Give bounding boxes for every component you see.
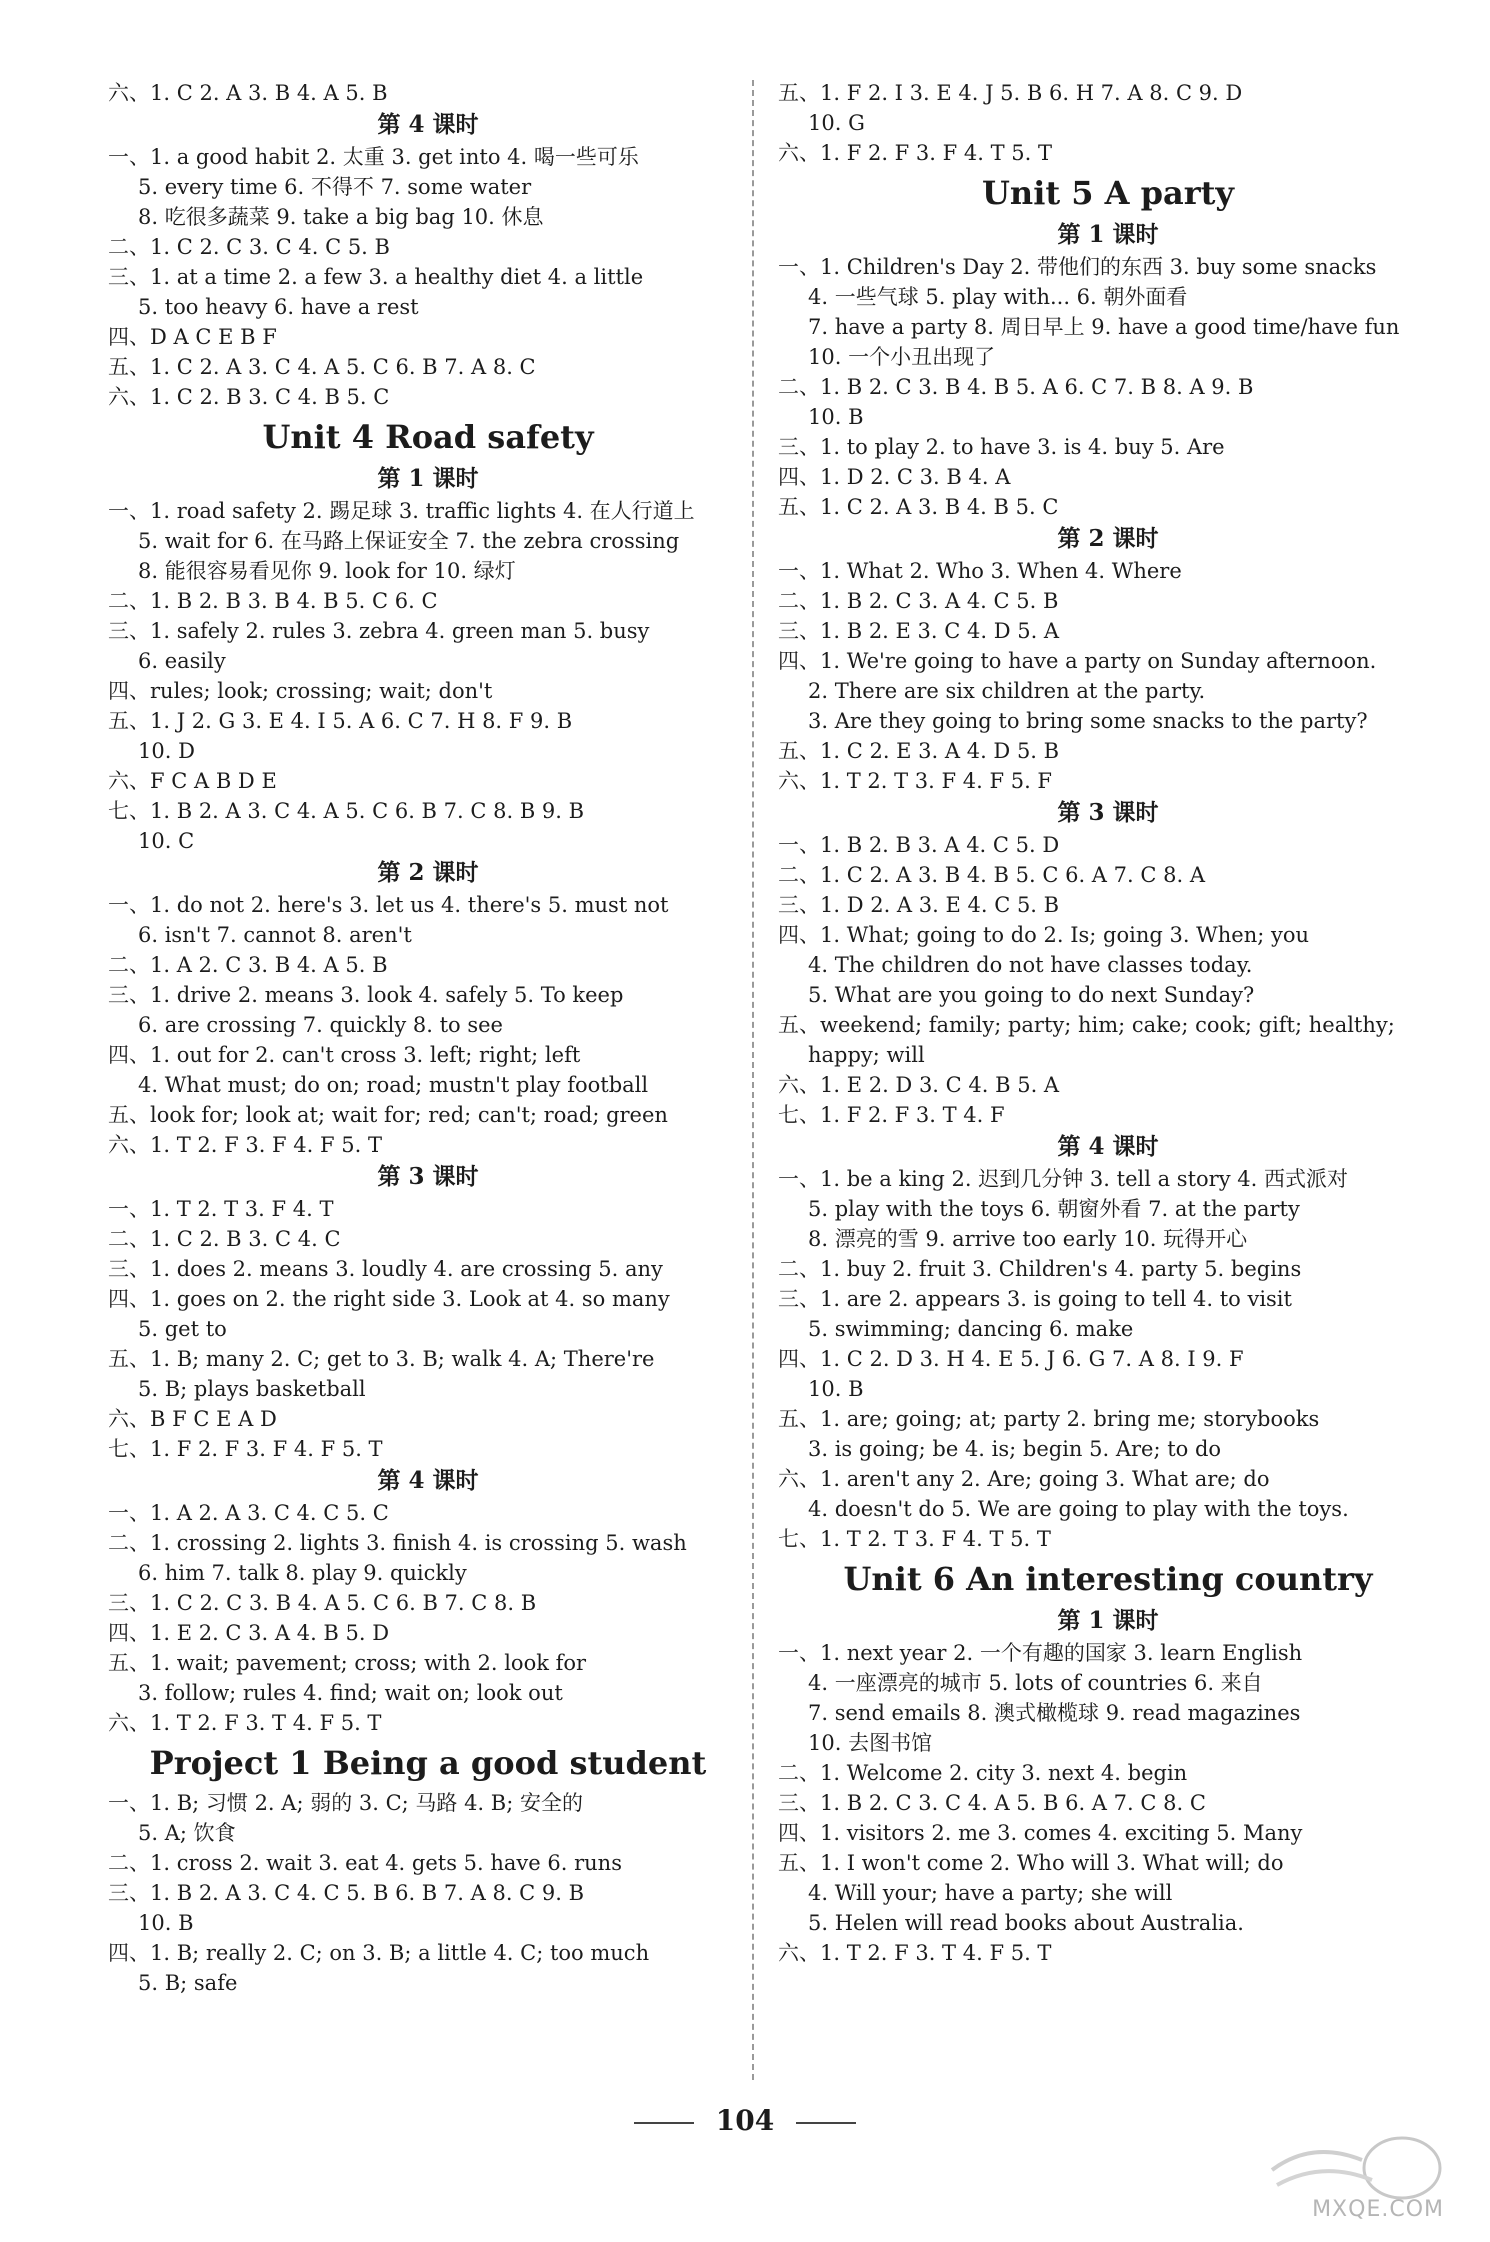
answer-line: 二、1. C 2. A 3. B 4. B 5. C 6. A 7. C 8. A — [778, 863, 1205, 887]
answer-line: 四、1. We're going to have a party on Sunday afternoon. — [778, 649, 1377, 673]
answer-line: 7. have a party 8. 周日早上 9. have a good time/have fun — [808, 315, 1400, 339]
answer-line: 一、1. B; 习惯 2. A; 弱的 3. C; 马路 4. B; 安全的 — [108, 1791, 583, 1815]
answer-line: 二、1. crossing 2. lights 3. finish 4. is crossing 5. wash — [108, 1531, 687, 1555]
answer-line: 二、1. Welcome 2. city 3. next 4. begin — [778, 1761, 1188, 1785]
answer-line: 4. 一些气球 5. play with... 6. 朝外面看 — [808, 285, 1188, 309]
answer-line: 5. B; plays basketball — [138, 1377, 366, 1401]
answer-line: 六、1. C 2. A 3. B 4. A 5. B — [108, 81, 388, 105]
answer-line: 一、1. be a king 2. 迟到几分钟 3. tell a story 4. 西式派对 — [778, 1167, 1348, 1191]
answer-line: 二、1. B 2. B 3. B 4. B 5. C 6. C — [108, 589, 438, 613]
answer-line: 五、1. C 2. A 3. B 4. B 5. C — [778, 495, 1059, 519]
answer-line: 二、1. cross 2. wait 3. eat 4. gets 5. have 6. runs — [108, 1851, 622, 1875]
answer-line: 5. Helen will read books about Australia. — [808, 1911, 1244, 1935]
lesson-heading: 第 3 课时 — [377, 1163, 479, 1190]
answer-line: 四、1. visitors 2. me 3. comes 4. exciting 5. Many — [778, 1821, 1303, 1845]
answer-line: 5. get to — [138, 1317, 227, 1341]
answer-line: 10. 去图书馆 — [808, 1731, 933, 1755]
unit-title: Unit 5 A party — [982, 174, 1234, 212]
answer-line: 一、1. B 2. B 3. A 4. C 5. D — [778, 833, 1060, 857]
answer-line: 四、1. out for 2. can't cross 3. left; right; left — [108, 1043, 581, 1067]
answer-line: 8. 能很容易看见你 9. look for 10. 绿灯 — [138, 559, 516, 583]
answer-line: 六、1. E 2. D 3. C 4. B 5. A — [778, 1073, 1060, 1097]
answer-line: 一、1. next year 2. 一个有趣的国家 3. learn English — [778, 1641, 1303, 1665]
answer-line: 五、1. C 2. A 3. C 4. A 5. C 6. B 7. A 8. C — [108, 355, 536, 379]
answer-line: 5. every time 6. 不得不 7. some water — [138, 175, 532, 199]
answer-line: 三、1. safely 2. rules 3. zebra 4. green man 5. busy — [108, 619, 650, 643]
answer-line: 8. 吃很多蔬菜 9. take a big bag 10. 休息 — [138, 205, 544, 229]
answer-line: 7. send emails 8. 澳式橄榄球 9. read magazines — [808, 1701, 1301, 1725]
lesson-heading: 第 4 课时 — [1057, 1133, 1159, 1160]
right-column — [778, 78, 1438, 1968]
answer-line: 三、1. to play 2. to have 3. is 4. buy 5. Are — [778, 435, 1225, 459]
answer-line: 三、1. B 2. E 3. C 4. D 5. A — [778, 619, 1060, 643]
answer-line: 3. follow; rules 4. find; wait on; look out — [138, 1681, 563, 1705]
answer-line: 五、1. are; going; at; party 2. bring me; storybooks — [778, 1407, 1320, 1431]
answer-line: 10. 一个小丑出现了 — [808, 345, 996, 369]
answer-line: 六、1. T 2. F 3. T 4. F 5. T — [778, 1941, 1052, 1965]
answer-line: 6. easily — [138, 649, 226, 673]
answer-line: 6. are crossing 7. quickly 8. to see — [138, 1013, 503, 1037]
answer-line: 四、1. goes on 2. the right side 3. Look at 4. so many — [108, 1287, 670, 1311]
answer-line: 五、1. B; many 2. C; get to 3. B; walk 4. A; There're — [108, 1347, 655, 1371]
watermark-text: MXQE.COM — [1312, 2197, 1444, 2222]
page-number: 104 — [715, 2104, 775, 2137]
answer-line: 五、1. wait; pavement; cross; with 2. look for — [108, 1651, 587, 1675]
answer-line: 2. There are six children at the party. — [808, 679, 1206, 703]
answer-line: 六、B F C E A D — [108, 1407, 277, 1431]
answer-line: 5. B; safe — [138, 1971, 238, 1995]
answer-line: 4. The children do not have classes today. — [808, 953, 1253, 977]
answer-line: 五、1. F 2. I 3. E 4. J 5. B 6. H 7. A 8. C 9. D — [778, 81, 1243, 105]
answer-line: 10. B — [808, 405, 864, 429]
answer-line: 10. B — [138, 1911, 194, 1935]
answer-line: 七、1. F 2. F 3. T 4. F — [778, 1103, 1005, 1127]
lesson-heading: 第 1 课时 — [1057, 1607, 1159, 1634]
answer-line: 四、1. What; going to do 2. Is; going 3. When; you — [778, 923, 1310, 947]
column-divider — [752, 80, 754, 2080]
answer-line: 二、1. B 2. C 3. B 4. B 5. A 6. C 7. B 8. A 9. B — [778, 375, 1254, 399]
lesson-heading: 第 3 课时 — [1057, 799, 1159, 826]
answer-line: 一、1. T 2. T 3. F 4. T — [108, 1197, 334, 1221]
lesson-heading: 第 4 课时 — [377, 111, 479, 138]
answer-line: 一、1. Children's Day 2. 带他们的东西 3. buy some snacks — [778, 255, 1377, 279]
answer-line: 四、1. E 2. C 3. A 4. B 5. D — [108, 1621, 390, 1645]
answer-line: 4. What must; do on; road; mustn't play football — [138, 1073, 649, 1097]
answer-line: 七、1. F 2. F 3. F 4. F 5. T — [108, 1437, 383, 1461]
answer-line: 二、1. A 2. C 3. B 4. A 5. B — [108, 953, 388, 977]
answer-line: 六、1. aren't any 2. Are; going 3. What are; do — [778, 1467, 1270, 1491]
answer-line: 六、1. T 2. F 3. T 4. F 5. T — [108, 1711, 382, 1735]
answer-line: 5. A; 饮食 — [138, 1821, 236, 1845]
answer-line: 六、1. F 2. F 3. F 4. T 5. T — [778, 141, 1052, 165]
footer-dash-left — [634, 2122, 694, 2124]
answer-line: 二、1. C 2. C 3. C 4. C 5. B — [108, 235, 390, 259]
answer-line: 5. too heavy 6. have a rest — [138, 295, 419, 319]
answer-line: 二、1. B 2. C 3. A 4. C 5. B — [778, 589, 1059, 613]
lesson-heading: 第 4 课时 — [377, 1467, 479, 1494]
answer-line: 五、look for; look at; wait for; red; can't; road; green — [108, 1103, 668, 1127]
lesson-heading: 第 1 课时 — [377, 465, 479, 492]
answer-line: 三、1. are 2. appears 3. is going to tell 4. to visit — [778, 1287, 1292, 1311]
answer-line: 一、1. a good habit 2. 太重 3. get into 4. 喝一些可乐 — [108, 145, 639, 169]
answer-line: 四、rules; look; crossing; wait; don't — [108, 679, 493, 703]
answer-line: 四、D A C E B F — [108, 325, 277, 349]
answer-line: 10. B — [808, 1377, 864, 1401]
left-column — [108, 78, 748, 1998]
answer-line: 六、F C A B D E — [108, 769, 277, 793]
answer-line: 5. swimming; dancing 6. make — [808, 1317, 1134, 1341]
answer-line: 三、1. drive 2. means 3. look 4. safely 5. To keep — [108, 983, 624, 1007]
answer-line: happy; will — [808, 1043, 925, 1067]
answer-line: 3. is going; be 4. is; begin 5. Are; to do — [808, 1437, 1222, 1461]
answer-line: 4. 一座漂亮的城市 5. lots of countries 6. 来自 — [808, 1671, 1263, 1695]
answer-line: 一、1. What 2. Who 3. When 4. Where — [778, 559, 1182, 583]
footer-dash-right — [796, 2122, 856, 2124]
lesson-heading: 第 2 课时 — [377, 859, 479, 886]
answer-line: 3. Are they going to bring some snacks to the party? — [808, 709, 1368, 733]
answer-line: 三、1. B 2. C 3. C 4. A 5. B 6. A 7. C 8. C — [778, 1791, 1206, 1815]
unit-title: Unit 6 An interesting country — [843, 1560, 1373, 1598]
answer-line: 8. 漂亮的雪 9. arrive too early 10. 玩得开心 — [808, 1227, 1248, 1251]
answer-line: 三、1. C 2. C 3. B 4. A 5. C 6. B 7. C 8. B — [108, 1591, 537, 1615]
answer-line: 一、1. do not 2. here's 3. let us 4. there's 5. must not — [108, 893, 669, 917]
answer-line: 六、1. T 2. F 3. F 4. F 5. T — [108, 1133, 382, 1157]
answer-line: 三、1. does 2. means 3. loudly 4. are crossing 5. any — [108, 1257, 663, 1281]
answer-line: 一、1. road safety 2. 踢足球 3. traffic lights 4. 在人行道上 — [108, 499, 695, 523]
answer-line: 三、1. B 2. A 3. C 4. C 5. B 6. B 7. A 8. C 9. B — [108, 1881, 585, 1905]
answer-line: 6. him 7. talk 8. play 9. quickly — [138, 1561, 467, 1585]
unit-title: Unit 4 Road safety — [262, 418, 594, 456]
answer-line: 七、1. T 2. T 3. F 4. T 5. T — [778, 1527, 1051, 1551]
answer-line: 4. Will your; have a party; she will — [808, 1881, 1173, 1905]
answer-line: 5. What are you going to do next Sunday? — [808, 983, 1255, 1007]
answer-line: 6. isn't 7. cannot 8. aren't — [138, 923, 412, 947]
answer-line: 四、1. C 2. D 3. H 4. E 5. J 6. G 7. A 8. I 9. F — [778, 1347, 1244, 1371]
answer-line: 四、1. D 2. C 3. B 4. A — [778, 465, 1011, 489]
answer-line: 五、1. J 2. G 3. E 4. I 5. A 6. C 7. H 8. F 9. B — [108, 709, 573, 733]
answer-line: 一、1. A 2. A 3. C 4. C 5. C — [108, 1501, 389, 1525]
answer-line: 五、1. C 2. E 3. A 4. D 5. B — [778, 739, 1060, 763]
answer-line: 五、weekend; family; party; him; cake; cook; gift; healthy; — [778, 1013, 1395, 1037]
answer-line: 二、1. buy 2. fruit 3. Children's 4. party 5. begins — [778, 1257, 1302, 1281]
answer-line: 10. C — [138, 829, 195, 853]
answer-line: 四、1. B; really 2. C; on 3. B; a little 4. C; too much — [108, 1941, 650, 1965]
lesson-heading: 第 2 课时 — [1057, 525, 1159, 552]
answer-line: 10. D — [138, 739, 195, 763]
answer-line: 五、1. I won't come 2. Who will 3. What will; do — [778, 1851, 1284, 1875]
unit-title: Project 1 Being a good student — [149, 1744, 707, 1782]
answer-line: 5. play with the toys 6. 朝窗外看 7. at the party — [808, 1197, 1300, 1221]
lesson-heading: 第 1 课时 — [1057, 221, 1159, 248]
answer-line: 二、1. C 2. B 3. C 4. C — [108, 1227, 341, 1251]
answer-line: 六、1. C 2. B 3. C 4. B 5. C — [108, 385, 390, 409]
answer-line: 三、1. D 2. A 3. E 4. C 5. B — [778, 893, 1060, 917]
answer-line: 4. doesn't do 5. We are going to play with the toys. — [808, 1497, 1349, 1521]
answer-line: 5. wait for 6. 在马路上保证安全 7. the zebra crossing — [138, 529, 680, 553]
answer-line: 六、1. T 2. T 3. F 4. F 5. F — [778, 769, 1052, 793]
answer-line: 10. G — [808, 111, 865, 135]
answer-line: 七、1. B 2. A 3. C 4. A 5. C 6. B 7. C 8. B 9. B — [108, 799, 585, 823]
answer-line: 三、1. at a time 2. a few 3. a healthy diet 4. a little — [108, 265, 644, 289]
